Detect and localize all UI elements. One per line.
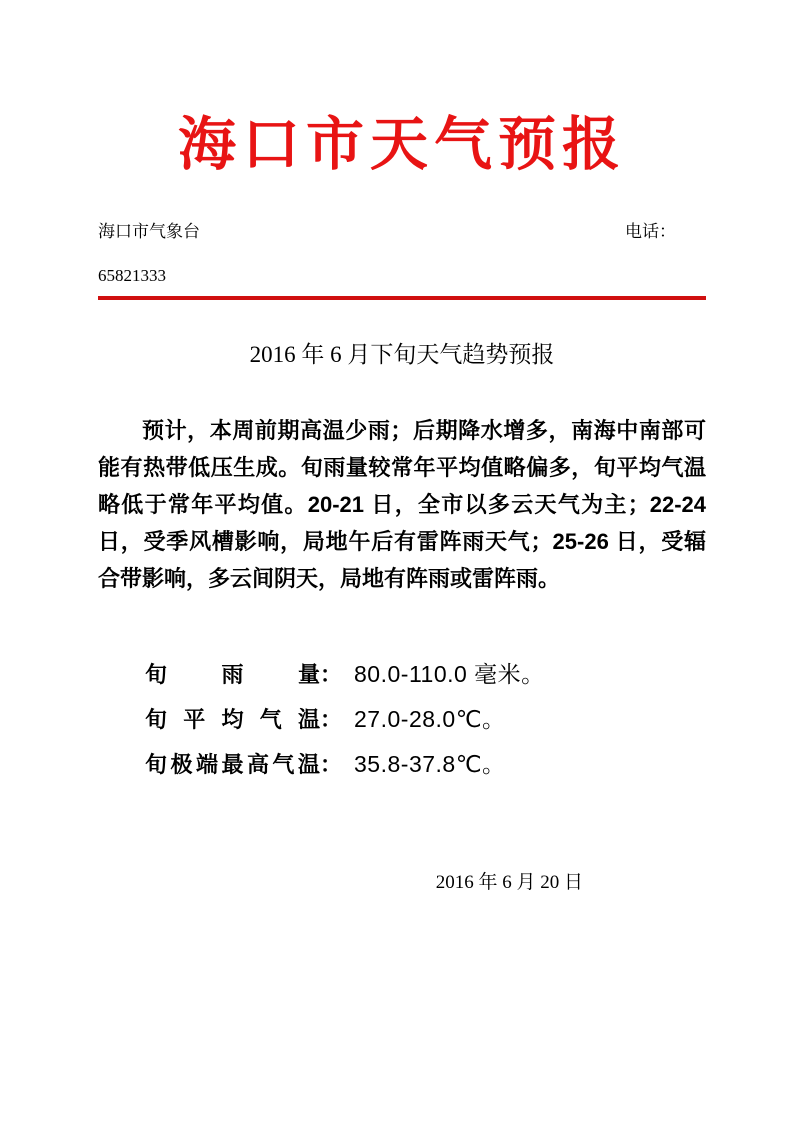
- stat-colon: ：: [320, 707, 343, 732]
- phone-label: 电话：: [625, 222, 676, 241]
- document-title: 海口市天气预报: [177, 112, 626, 177]
- stat-value-max-temp: 35.8-37.8℃。: [354, 751, 506, 777]
- stat-row-max-temp: [145, 749, 706, 780]
- stat-label-avg-temp: 旬 平 均 气 温: [145, 707, 320, 732]
- stat-label-max-temp: 旬 极 端 最 高 气 温: [145, 752, 320, 777]
- header-info-row: [98, 221, 706, 243]
- red-divider-line: [98, 296, 706, 300]
- issue-date: 2016 年 6 月 20 日: [435, 872, 583, 893]
- stat-colon: ：: [320, 662, 343, 687]
- phone-number: 65821333: [98, 266, 166, 285]
- stat-row-rainfall: [145, 659, 706, 690]
- forecast-paragraph: 预计，本周前期高温少雨；后期降水增多，南海中南部可能有热带低压生成。旬雨量较常年平均值略偏多，旬平均气温略低于常年平均值。20-21 日，全市以多云天气为主；22-24 日，受季风槽影响，局地午后有雷阵雨天气；25-26 日，受辐合带影响，多云间阴天，局地有阵雨或雷阵雨。: [98, 418, 706, 591]
- stat-value-avg-temp: 27.0-28.0℃。: [354, 706, 506, 732]
- stat-value-rainfall: 80.0-110.0 毫米。: [354, 661, 545, 687]
- stat-label-rainfall: 旬 雨 量: [145, 662, 320, 687]
- forecast-heading: 2016 年 6 月下旬天气趋势预报: [249, 342, 555, 367]
- stat-colon: ：: [320, 752, 343, 777]
- stat-row-avg-temp: [145, 704, 706, 735]
- agency-name: 海口市气象台: [98, 222, 200, 241]
- stats-block: [145, 659, 706, 780]
- document-content: [98, 0, 706, 896]
